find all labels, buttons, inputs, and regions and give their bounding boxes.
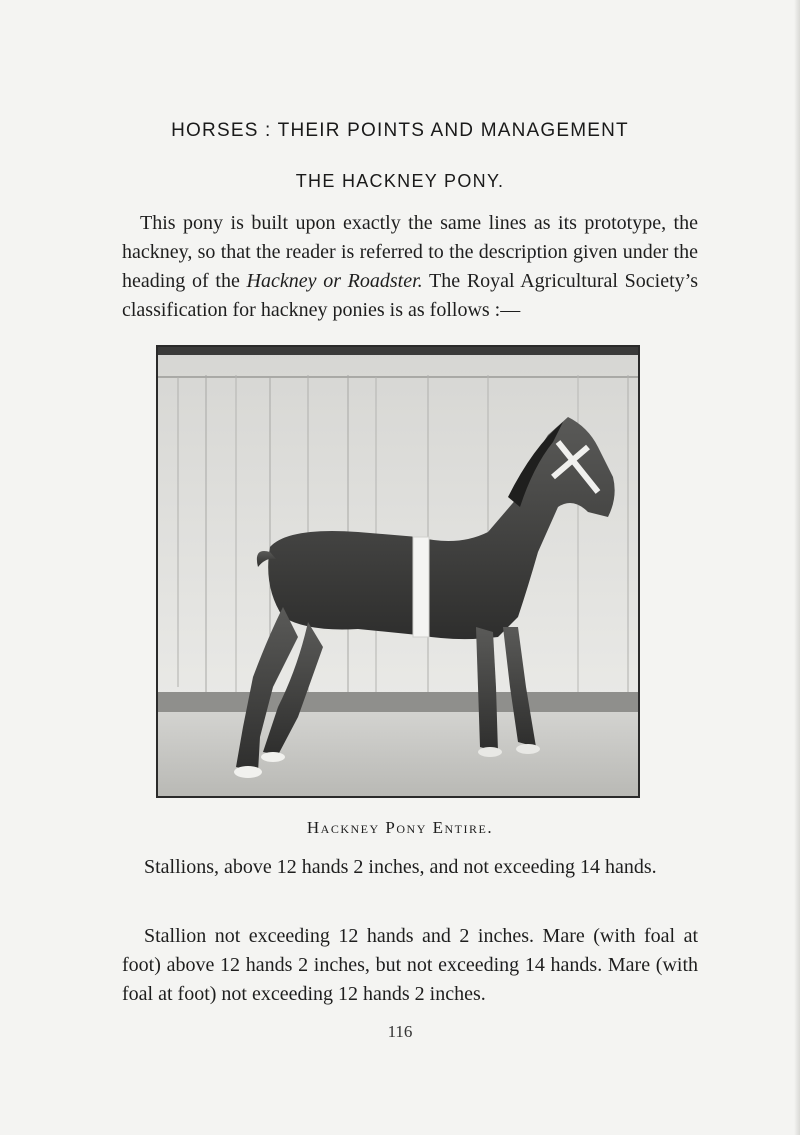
classification-paragraph-2: Stallion not exceeding 12 hands and 2 inches. Mare (with foal at foot) above 12 hands 2 inches, but not exceeding 14 hands. Mare (with foal at foot) not exceeding 12 hands 2 inches. (122, 925, 698, 1005)
intro-text-end: The Royal Agricultural Society’s classification for hackney ponies is as follows :— (122, 270, 698, 321)
intro-text-start: This pony is built upon exactly the same lines as its prototype, the hackney, so that the reader is referred to the description given under the heading of the (122, 212, 698, 292)
classification-paragraph-1: Stallions, above 12 hands 2 inches, and not exceeding 14 hands. (144, 856, 657, 878)
figure-caption: Hackney Pony Entire. (306, 818, 494, 837)
running-head: HORSES : THEIR POINTS AND MANAGEMENT (171, 120, 629, 141)
hackney-pony-photograph (156, 345, 640, 798)
intro-emphasis: Hackney or Roadster. (246, 270, 423, 292)
page-number: 116 (387, 1022, 413, 1041)
intro-paragraph (122, 209, 698, 325)
pony-photo-illustration (158, 347, 638, 796)
section-title: THE HACKNEY PONY. (295, 171, 505, 191)
